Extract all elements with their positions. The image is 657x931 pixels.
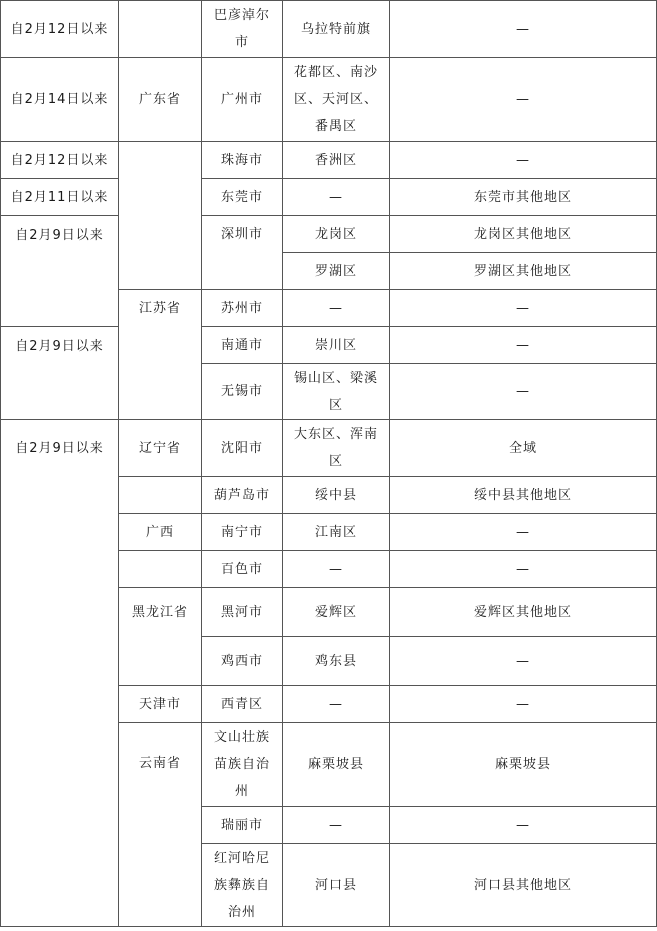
province-cell bbox=[119, 142, 202, 290]
scope-cell: 全域 bbox=[390, 420, 657, 477]
scope-cell: — bbox=[390, 58, 657, 142]
district-cell: 花都区、南沙区、天河区、番禺区 bbox=[283, 58, 390, 142]
district-cell: 香洲区 bbox=[283, 142, 390, 179]
province-cell: 辽宁省 bbox=[119, 420, 202, 477]
table-row bbox=[1, 327, 657, 364]
province-cell: 广西 bbox=[119, 514, 202, 551]
district-cell: 麻栗坡县 bbox=[283, 723, 390, 807]
province-cell: 云南省 bbox=[119, 723, 202, 927]
district-cell: — bbox=[283, 551, 390, 588]
province-cell: 天津市 bbox=[119, 686, 202, 723]
scope-cell: 罗湖区其他地区 bbox=[390, 253, 657, 290]
city-cell: 珠海市 bbox=[202, 142, 283, 179]
scope-cell: 绥中县其他地区 bbox=[390, 477, 657, 514]
scope-cell: — bbox=[390, 1, 657, 58]
date-cell: 自2月12日以来 bbox=[1, 1, 119, 58]
province-cell bbox=[119, 1, 202, 58]
scope-cell: 河口县其他地区 bbox=[390, 844, 657, 927]
city-cell: 黑河市 bbox=[202, 588, 283, 637]
city-cell: 南通市 bbox=[202, 327, 283, 364]
table-row bbox=[1, 179, 657, 216]
district-cell: — bbox=[283, 179, 390, 216]
district-cell: 崇川区 bbox=[283, 327, 390, 364]
date-cell: 自2月14日以来 bbox=[1, 58, 119, 142]
date-cell: 自2月9日以来 bbox=[1, 216, 119, 327]
date-cell: 自2月9日以来 bbox=[1, 327, 119, 420]
district-cell: 龙岗区 bbox=[283, 216, 390, 253]
scope-cell: 麻栗坡县 bbox=[390, 723, 657, 807]
scope-cell: — bbox=[390, 327, 657, 364]
date-cell: 自2月11日以来 bbox=[1, 179, 119, 216]
scope-cell: — bbox=[390, 514, 657, 551]
province-cell: 广东省 bbox=[119, 58, 202, 142]
table-row bbox=[1, 216, 657, 253]
scope-cell: — bbox=[390, 364, 657, 420]
scope-cell: — bbox=[390, 686, 657, 723]
scope-cell: — bbox=[390, 637, 657, 686]
district-cell: 河口县 bbox=[283, 844, 390, 927]
province-cell: 黑龙江省 bbox=[119, 588, 202, 686]
scope-cell: — bbox=[390, 551, 657, 588]
city-cell: 巴彦淖尔市 bbox=[202, 1, 283, 58]
district-cell: — bbox=[283, 686, 390, 723]
district-cell: 大东区、浑南区 bbox=[283, 420, 390, 477]
table-row bbox=[1, 142, 657, 179]
district-cell: 罗湖区 bbox=[283, 253, 390, 290]
province-cell: 江苏省 bbox=[119, 290, 202, 420]
city-cell: 文山壮族苗族自治州 bbox=[202, 723, 283, 807]
scope-cell: 爱辉区其他地区 bbox=[390, 588, 657, 637]
district-cell: 鸡东县 bbox=[283, 637, 390, 686]
city-cell: 瑞丽市 bbox=[202, 807, 283, 844]
scope-cell: 龙岗区其他地区 bbox=[390, 216, 657, 253]
city-cell: 红河哈尼族彝族自治州 bbox=[202, 844, 283, 927]
scope-cell: — bbox=[390, 142, 657, 179]
table-row bbox=[1, 58, 657, 142]
city-cell: 南宁市 bbox=[202, 514, 283, 551]
table-row bbox=[1, 1, 657, 58]
district-cell: 乌拉特前旗 bbox=[283, 1, 390, 58]
city-cell: 葫芦岛市 bbox=[202, 477, 283, 514]
city-cell: 苏州市 bbox=[202, 290, 283, 327]
district-cell: 锡山区、梁溪区 bbox=[283, 364, 390, 420]
scope-cell: — bbox=[390, 807, 657, 844]
district-cell: 绥中县 bbox=[283, 477, 390, 514]
city-cell: 广州市 bbox=[202, 58, 283, 142]
city-cell: 鸡西市 bbox=[202, 637, 283, 686]
city-cell: 深圳市 bbox=[202, 216, 283, 290]
scope-cell: — bbox=[390, 290, 657, 327]
city-cell: 百色市 bbox=[202, 551, 283, 588]
city-cell: 西青区 bbox=[202, 686, 283, 723]
scope-cell: 东莞市其他地区 bbox=[390, 179, 657, 216]
district-cell: — bbox=[283, 290, 390, 327]
date-cell: 自2月12日以来 bbox=[1, 142, 119, 179]
district-cell: 江南区 bbox=[283, 514, 390, 551]
city-cell: 无锡市 bbox=[202, 364, 283, 420]
date-cell: 自2月9日以来 bbox=[1, 420, 119, 927]
province-cell bbox=[119, 551, 202, 588]
district-cell: — bbox=[283, 807, 390, 844]
table-row bbox=[1, 420, 657, 477]
city-cell: 沈阳市 bbox=[202, 420, 283, 477]
province-cell bbox=[119, 477, 202, 514]
district-cell: 爱辉区 bbox=[283, 588, 390, 637]
city-cell: 东莞市 bbox=[202, 179, 283, 216]
